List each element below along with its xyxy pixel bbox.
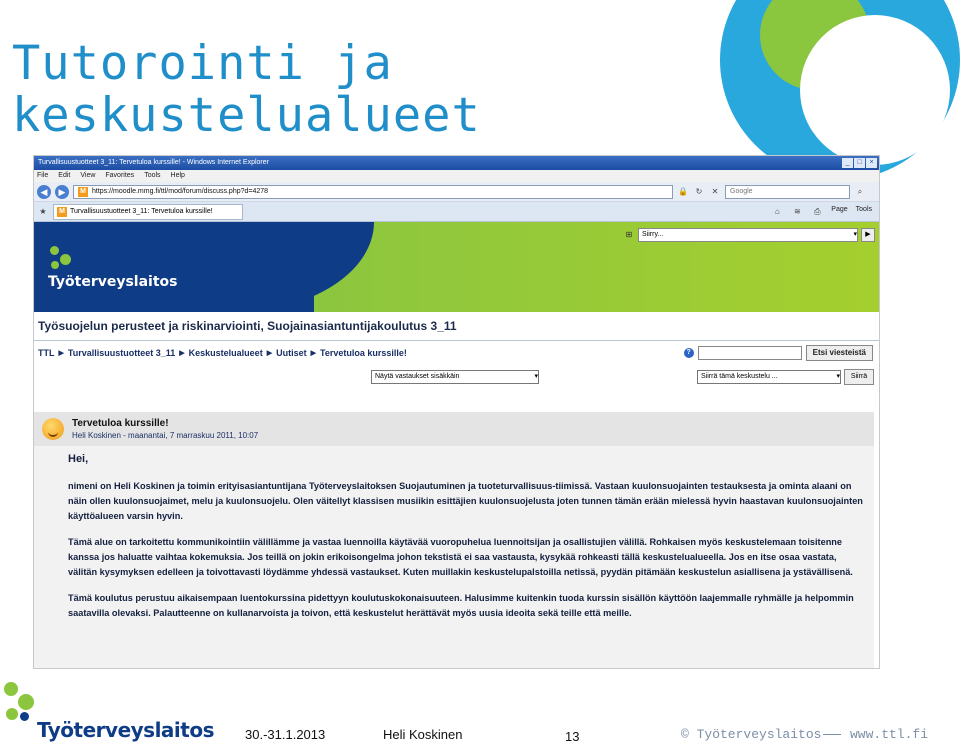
post-paragraph: nimeni on Heli Koskinen ja toimin erityisasiantuntijana Työterveyslaitoksen Suojautuminen ja tuoteturvallisuus-tiimissä. Vastaan kuulonsuojainten testauksesta ja ominta alaani on näin ollen kuulonsuojaimet, melu ja kuulonsuojelu. Olen väitellyt klassisen musiikin esittäjien kuulonsuojelusta joten tunnen tämän erään mielessä hyvin haastavan kuulonsuojainten käyttöalueen varsin hyvin. — [68, 481, 863, 521]
feeds-icon[interactable]: ≋ — [793, 206, 801, 216]
stop-icon[interactable]: ✕ — [711, 186, 719, 196]
forum-search-input[interactable] — [698, 346, 802, 360]
slide-title-line2: keskustelualueet — [12, 88, 481, 143]
breadcrumb — [34, 340, 879, 364]
home-icon[interactable]: ⌂ — [774, 206, 780, 216]
course-title: Työsuojelun perusteet ja riskinarviointi, Suojainasiantuntijakoulutus 3_11 — [34, 312, 879, 340]
favorites-star-icon[interactable]: ★ — [39, 206, 47, 216]
display-mode-select[interactable] — [371, 370, 539, 384]
move-discussion-value: Siirrä tämä keskustelu ... — [701, 373, 778, 380]
grid-icon: ⊞ — [625, 230, 633, 239]
footer-copyright: © Työterveyslaitos — [681, 727, 822, 742]
close-icon[interactable]: × — [866, 158, 877, 168]
jump-select[interactable] — [638, 228, 858, 242]
tab-favicon-icon: M — [57, 207, 67, 217]
search-icon[interactable]: ⌕ — [857, 186, 863, 196]
breadcrumb-separator-icon: ▶ — [266, 349, 273, 357]
help-icon[interactable]: ? — [684, 348, 694, 358]
post-header — [34, 412, 874, 446]
discussion-options — [34, 364, 879, 396]
browser-screenshot — [33, 155, 880, 669]
breadcrumb-news[interactable]: Uutiset — [276, 347, 307, 358]
menu-tools[interactable]: Tools — [144, 172, 161, 179]
move-button[interactable]: Siirrä — [844, 369, 874, 385]
menu-file[interactable]: File — [37, 172, 49, 179]
browser-search-input[interactable]: Google — [725, 185, 850, 199]
page-menu[interactable]: Page — [831, 205, 848, 213]
chevron-down-icon: ▾ — [853, 231, 857, 238]
breadcrumb-ttl[interactable]: TTL — [38, 347, 55, 358]
breadcrumb-separator-icon: ▶ — [179, 349, 185, 357]
post-subject: Tervetuloa kurssille! — [72, 418, 169, 429]
slide-title-line1: Tutorointi ja — [12, 36, 393, 91]
tab-current[interactable] — [53, 204, 243, 220]
jump-menu — [623, 228, 875, 242]
footer-brand: Työterveyslaitos — [37, 718, 214, 742]
menu-help[interactable]: Help — [170, 172, 185, 179]
display-mode-value: Näytä vastaukset sisäkkäin — [375, 373, 460, 380]
print-icon[interactable]: ⎙ — [814, 206, 821, 216]
logo-mark-icon — [48, 244, 76, 272]
chevron-down-icon: ▾ — [534, 373, 538, 380]
menu-favorites[interactable]: Favorites — [105, 172, 135, 179]
search-forum-button[interactable]: Etsi viesteistä — [806, 345, 873, 361]
minimize-icon[interactable]: _ — [842, 158, 853, 168]
lock-icon[interactable]: 🔒 — [678, 186, 688, 196]
breadcrumb-separator-icon: ▶ — [58, 349, 64, 357]
tab-bar — [34, 202, 879, 222]
command-bar — [771, 206, 876, 218]
footer-author: Heli Koskinen — [383, 727, 463, 742]
forum-post — [34, 412, 874, 669]
post-body — [34, 446, 874, 621]
footer-url[interactable]: www.ttl.fi — [850, 727, 929, 742]
window-title: Turvallisuustuotteet 3_11: Tervetuloa kurssille! - Windows Internet Explorer — [38, 159, 269, 166]
menu-edit[interactable]: Edit — [58, 172, 71, 179]
footer-date: 30.-31.1.2013 — [245, 727, 326, 742]
jump-go-button[interactable]: ▶ — [861, 228, 875, 242]
tools-menu[interactable]: Tools — [855, 205, 872, 213]
browser-title-bar — [34, 156, 879, 170]
menu-view[interactable]: View — [80, 172, 96, 179]
decorative-circle-white — [800, 15, 950, 165]
post-greeting: Hei, — [68, 453, 89, 465]
maximize-icon[interactable]: □ — [854, 158, 865, 168]
site-logo[interactable] — [48, 244, 178, 290]
avatar[interactable] — [42, 418, 64, 440]
header-curve — [234, 222, 374, 312]
breadcrumb-separator-icon: ▶ — [310, 349, 316, 357]
slide-title — [12, 38, 481, 142]
breadcrumb-forums[interactable]: Keskustelualueet — [188, 347, 263, 358]
page-number: 13 — [565, 729, 580, 744]
post-paragraph: Tämä koulutus perustuu aikaisempaan luentokurssina pidettyyn koulutuskokonaisuuteen. Halusimme kuitenkin tuoda kurssin sisällön käyttöön laajemmalle ryhmälle ja helpommin saatavilla olevaksi. Palautteenne on kullanarvoista ja toivon, että keskustelut herättävät myös uusia ideoita sekä teille että meille. — [68, 593, 854, 618]
breadcrumb-current: Tervetuloa kurssille! — [319, 347, 407, 358]
forward-icon[interactable]: ▶ — [55, 185, 69, 199]
move-discussion-select[interactable] — [697, 370, 841, 384]
refresh-icon[interactable]: ↻ — [695, 186, 703, 196]
browser-menu-bar — [34, 170, 879, 182]
site-favicon-icon: M — [78, 187, 88, 197]
address-bar[interactable] — [73, 185, 673, 199]
address-toolbar — [34, 182, 879, 202]
footer-divider — [823, 734, 841, 735]
site-header — [34, 222, 879, 312]
breadcrumb-course[interactable]: Turvallisuustuotteet 3_11 — [67, 347, 176, 358]
post-paragraph: Tämä alue on tarkoitettu kommunikointiin välillämme ja vastaa luennoilla käytävää vuoropuhelua luennoitsijan ja osallistujien välillä. Rohkaisen myös keskustelemaan toisitenne kanssa jos haluatte vaihtaa kokemuksia. Jos teillä on jokin erikoisongelma johon tekstistä ei saa vastausta, kysykää rohkeasti tällä keskustelualueella. Jos en itse osaa vastata, välitän kysymyksen edelleen ja toivottavasti löydämme yhdessä vastaukset. Kuten muillakin keskustelupalstoilla netissä, pyydän pitämään keskustelun asiallisena ja ystävällisenä. — [68, 537, 853, 577]
chevron-down-icon: ▾ — [836, 373, 840, 380]
jump-select-value: Siirry... — [642, 231, 664, 238]
address-url: https://moodle.mmg.fi/ttl/mod/forum/discuss.php?d=4278 — [92, 187, 269, 195]
tab-label: Turvallisuustuotteet 3_11: Tervetuloa kurssille! — [70, 207, 213, 215]
forum-search — [684, 345, 879, 361]
logo-text: Työterveyslaitos — [48, 274, 178, 290]
post-author: Heli Koskinen - maanantai, 7 marraskuu 2011, 10:07 — [72, 431, 259, 440]
back-icon[interactable]: ◀ — [37, 185, 51, 199]
